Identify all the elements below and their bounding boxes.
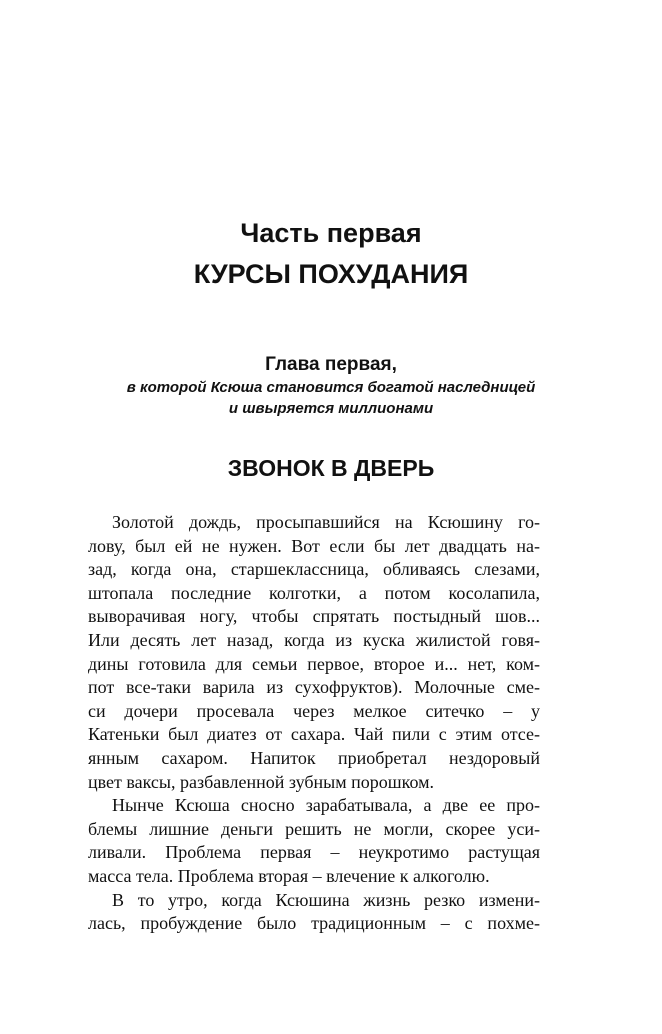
chapter-subtitle-line: в которой Ксюша становится богатой наследницей — [126, 379, 536, 396]
part-title: Часть первая — [240, 218, 422, 248]
text-line: лову, был ей не нужен. Вот если бы лет двадцать на- — [88, 535, 540, 556]
text-line: дины готовила для семьи первое, второе и... нет, ком- — [88, 653, 540, 674]
section-title: ЗВОНОК В ДВЕРЬ — [227, 455, 435, 481]
text-line: си дочери просевала через мелкое ситечко – у — [88, 700, 540, 721]
text-line: Или десять лет назад, когда из куска жилистой говя- — [88, 629, 540, 650]
chapter-title: Глава первая, — [265, 354, 397, 375]
text-line: Нынче Ксюша сносно зарабатывала, а две ее про- — [112, 795, 540, 816]
text-line: ливали. Проблема первая – неукротимо растущая — [88, 842, 540, 863]
body-text — [88, 511, 540, 936]
text-line: янным сахаром. Напиток приобретал нездоровый — [88, 747, 540, 768]
text-line: В то утро, когда Ксюшина жизнь резко измени- — [112, 889, 540, 910]
chapter-subtitle — [0, 377, 662, 419]
text-line: Катеньки был диатез от сахара. Чай пили с этим отсе- — [88, 724, 540, 745]
chapter-subtitle-line: и швыряется миллионами — [228, 400, 434, 417]
text-line: пот все-таки варила из сухофруктов). Молочные сме- — [88, 677, 540, 698]
text-line: штопала последние колготки, а потом косолапила, — [88, 582, 540, 603]
text-line: лась, пробуждение было традиционным – с похме- — [88, 913, 540, 934]
text-line: зад, когда она, старшеклассница, обливаясь слезами, — [88, 559, 540, 580]
part-subtitle: КУРСЫ ПОХУДАНИЯ — [193, 259, 469, 289]
text-line: блемы лишние деньги решить не могли, скорее уси- — [88, 818, 540, 839]
text-line: масса тела. Проблема вторая – влечение к алкоголю. — [88, 865, 490, 886]
text-line: выворачивая ногу, чтобы спрятать постыдный шов... — [88, 606, 540, 627]
text-line: цвет ваксы, разбавленной зубным порошком. — [88, 771, 435, 792]
text-line: Золотой дождь, просыпавшийся на Ксюшину го- — [112, 512, 540, 532]
